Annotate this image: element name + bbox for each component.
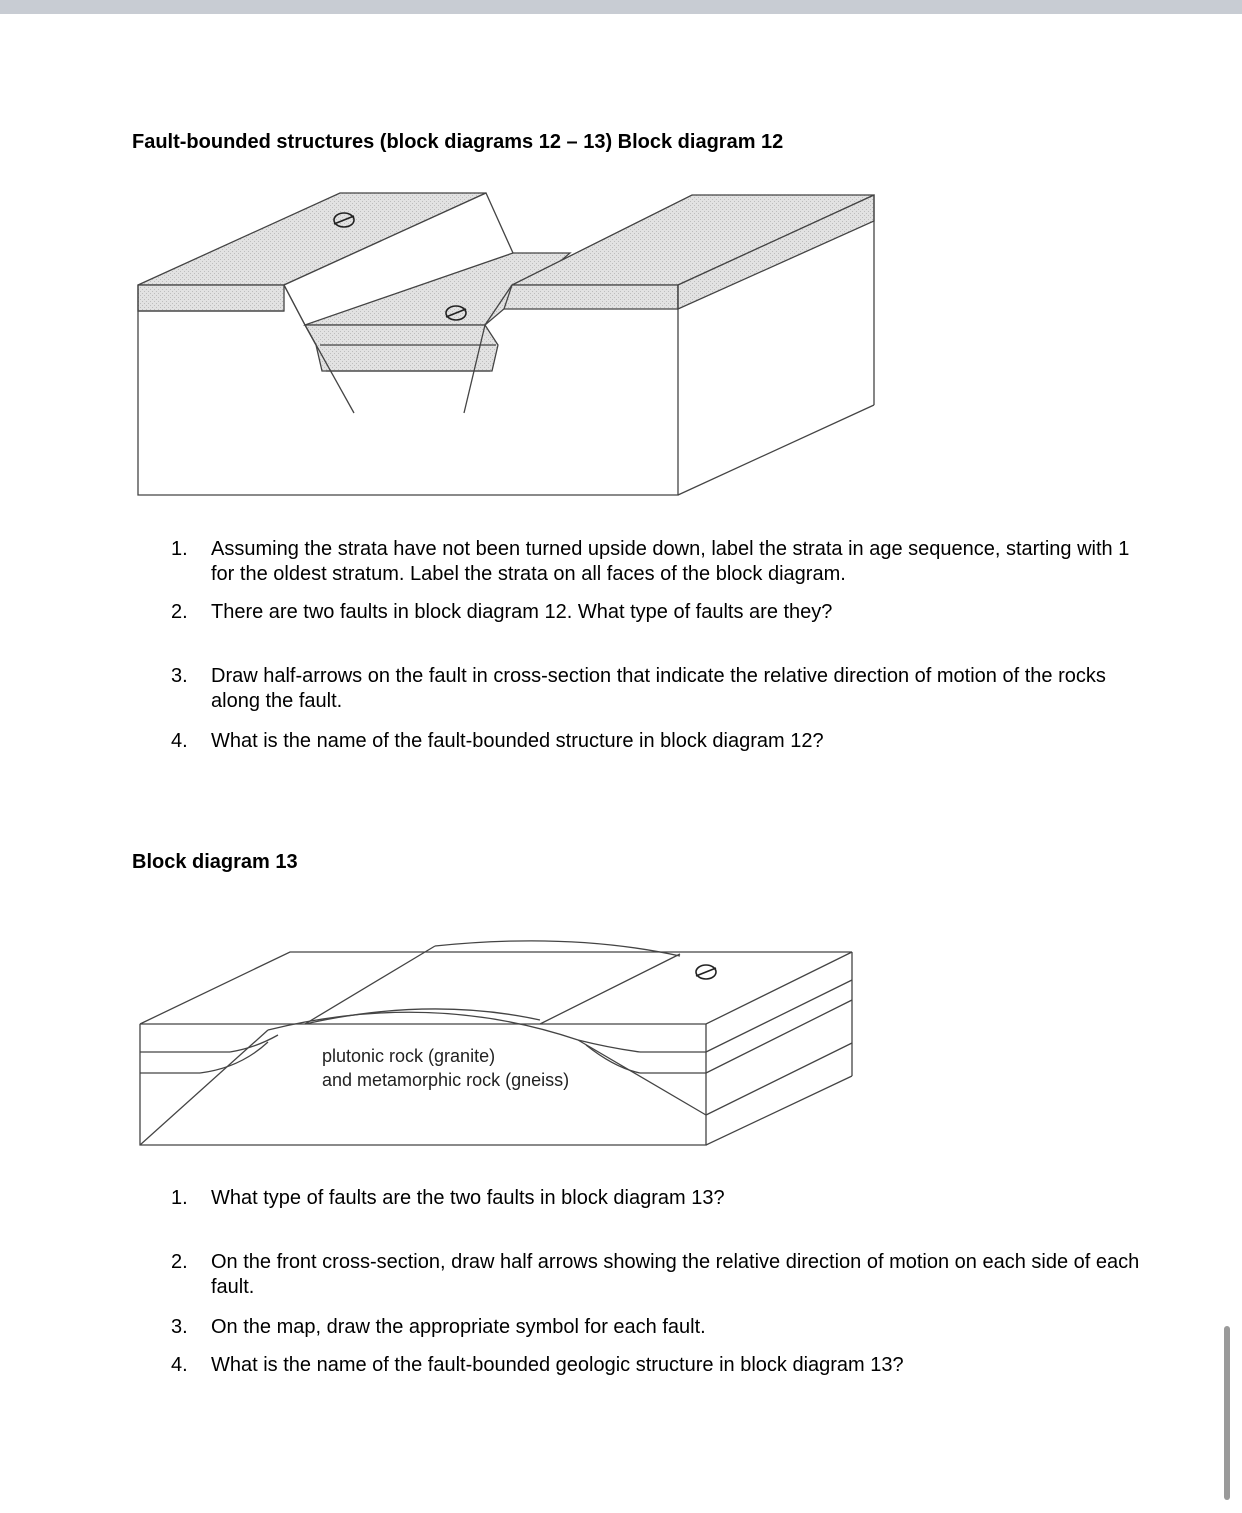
- question-text: There are two faults in block diagram 12. What type of faults are they?: [211, 601, 833, 623]
- right-front-stratum: [504, 285, 678, 309]
- question-number: 4.: [171, 730, 188, 752]
- question-text: What is the name of the fault-bounded geologic structure in block diagram 13?: [211, 1354, 904, 1376]
- question-number: 1.: [171, 1187, 188, 1209]
- left-front-stratum: [138, 285, 284, 311]
- diagram-label-line-1: plutonic rock (granite): [322, 1046, 496, 1066]
- section-2-heading: Block diagram 13: [132, 851, 298, 873]
- question-text: What is the name of the fault-bounded structure in block diagram 12?: [211, 730, 824, 752]
- question-text: Draw half-arrows on the fault in cross-section that indicate the relative direction of motion of the rocks along the fault.: [211, 665, 1106, 712]
- question-text: Assuming the strata have not been turned upside down, label the strata in age sequence, starting with 1 for the oldest stratum. Label the strata on all faces of the block diagram.: [211, 538, 1130, 585]
- question-text: On the map, draw the appropriate symbol for each fault.: [211, 1316, 706, 1338]
- block-diagram-12: [130, 185, 890, 505]
- diagram-label-line-2: and metamorphic rock (gneiss): [322, 1070, 570, 1090]
- question-number: 3.: [171, 1316, 188, 1338]
- question-number: 3.: [171, 665, 188, 687]
- block-diagram-13: [130, 930, 860, 1150]
- browser-top-bar: [0, 0, 1242, 14]
- question-text: On the front cross-section, draw half arrows showing the relative direction of motion on each side of each fault.: [211, 1251, 1140, 1298]
- graben-front-stratum: [305, 325, 498, 371]
- question-text: What type of faults are the two faults in block diagram 13?: [211, 1187, 725, 1209]
- section-1-heading: Fault-bounded structures (block diagrams 12 – 13) Block diagram 12: [132, 131, 784, 153]
- question-number: 2.: [171, 601, 188, 623]
- question-number: 4.: [171, 1354, 188, 1376]
- question-number: 2.: [171, 1251, 188, 1273]
- question-number: 1.: [171, 538, 188, 560]
- scrollbar[interactable]: [1224, 1326, 1230, 1500]
